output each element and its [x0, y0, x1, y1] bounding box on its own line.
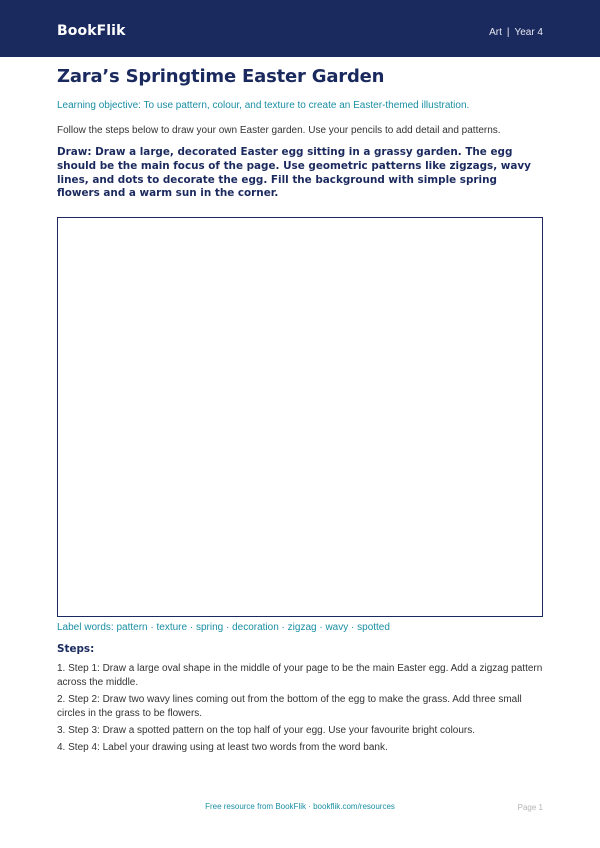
page-title: Zara’s Springtime Easter Garden — [57, 66, 385, 87]
footer-resource-link[interactable]: Free resource from BookFlik · bookflik.com/resources — [205, 802, 395, 811]
learning-objective: Learning objective: To use pattern, colour, and texture to create an Easter-themed illustration. — [57, 100, 470, 111]
year-label: Year 4 — [514, 27, 543, 38]
draw-prompt: Draw: Draw a large, decorated Easter egg sitting in a grassy garden. The egg should be the main focus of the page. Use geometric patterns like zigzags, wavy lines, and dots to decorate the egg. Fill the background with simple spring flowers and a warm sun in the corner. — [57, 146, 531, 200]
meta-separator: | — [506, 27, 510, 38]
steps-list — [57, 662, 543, 758]
drawing-area[interactable] — [57, 217, 543, 617]
step-item: 1. Step 1: Draw a large oval shape in the middle of your page to be the main Easter egg. Add a zigzag pattern across the middle. — [57, 663, 543, 688]
step-item: 4. Step 4: Label your drawing using at least two words from the word bank. — [57, 742, 388, 753]
header-bar — [0, 0, 600, 57]
subject-label: Art — [489, 27, 502, 38]
brand-logo[interactable]: BookFlik — [57, 23, 126, 39]
page-number: Page 1 — [517, 803, 543, 812]
steps-heading: Steps: — [57, 643, 95, 655]
subject-year-meta — [489, 27, 543, 38]
label-words: Label words: pattern · texture · spring · decoration · zigzag · wavy · spotted — [57, 622, 390, 633]
step-item: 3. Step 3: Draw a spotted pattern on the top half of your egg. Use your favourite bright colours. — [57, 725, 476, 736]
step-item: 2. Step 2: Draw two wavy lines coming out from the bottom of the egg to make the grass. Add three small circles in the grass to be flowers. — [57, 694, 522, 719]
instructions-text: Follow the steps below to draw your own Easter garden. Use your pencils to add detail and patterns. — [57, 125, 501, 136]
